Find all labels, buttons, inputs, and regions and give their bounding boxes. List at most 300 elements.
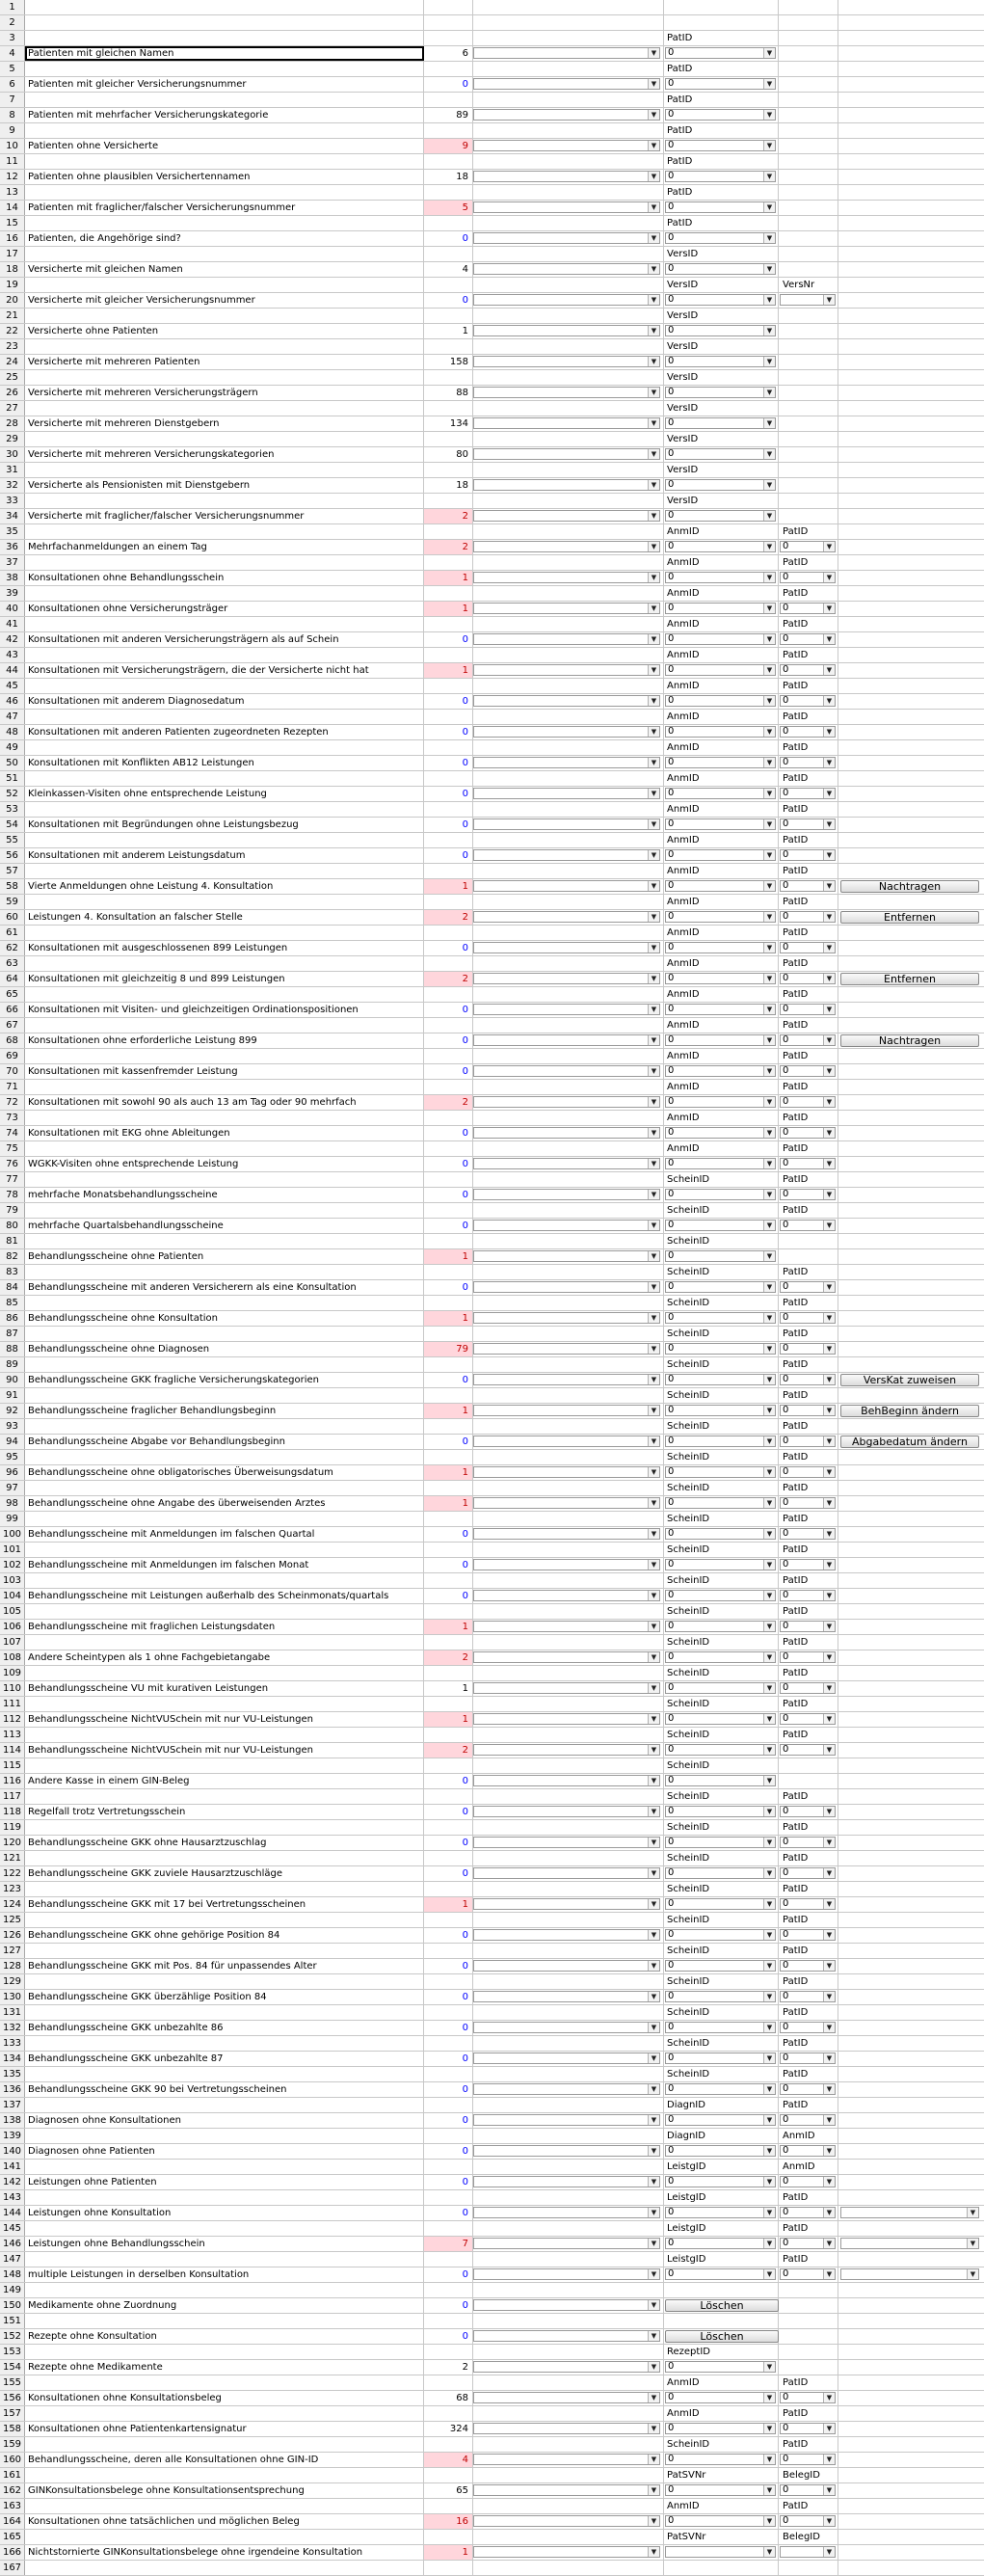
- column-c[interactable]: [473, 1728, 664, 1742]
- check-count[interactable]: [424, 1481, 473, 1495]
- row-number[interactable]: 97: [0, 1481, 25, 1495]
- id-dropdown-2[interactable]: [780, 726, 836, 738]
- check-label[interactable]: Behandlungsscheine ohne Angabe des überweisenden Arztes: [25, 1496, 424, 1511]
- row-number[interactable]: 103: [0, 1573, 25, 1588]
- id-dropdown-2[interactable]: [780, 1497, 836, 1509]
- check-label[interactable]: [25, 1974, 424, 1989]
- column-c[interactable]: [473, 1419, 664, 1434]
- check-label[interactable]: [25, 2129, 424, 2143]
- check-count[interactable]: [424, 1357, 473, 1372]
- check-count[interactable]: [424, 1172, 473, 1187]
- id-dropdown-1[interactable]: [665, 788, 776, 799]
- column-f[interactable]: [838, 1342, 984, 1356]
- row-number[interactable]: 59: [0, 895, 25, 909]
- column-c[interactable]: [473, 2190, 664, 2205]
- check-label[interactable]: [25, 648, 424, 662]
- column-f[interactable]: [838, 771, 984, 786]
- id-dropdown-2[interactable]: [780, 1621, 836, 1632]
- column-f[interactable]: [838, 833, 984, 847]
- check-label[interactable]: [25, 1543, 424, 1557]
- check-count[interactable]: 0: [424, 2206, 473, 2220]
- column-c[interactable]: [473, 1265, 664, 1279]
- column-f[interactable]: [838, 2499, 984, 2513]
- id-dropdown-1[interactable]: [665, 849, 776, 861]
- filter-dropdown[interactable]: [473, 2207, 660, 2218]
- check-count[interactable]: [424, 2314, 473, 2328]
- column-c[interactable]: [473, 31, 664, 45]
- column-f[interactable]: [838, 309, 984, 323]
- column-f[interactable]: [838, 1805, 984, 1819]
- column-f[interactable]: [838, 1681, 984, 1696]
- filter-dropdown[interactable]: [473, 2330, 660, 2342]
- check-count[interactable]: 1: [424, 663, 473, 678]
- check-label[interactable]: [25, 1080, 424, 1094]
- row-number[interactable]: 92: [0, 1404, 25, 1418]
- check-count[interactable]: [424, 309, 473, 323]
- column-f[interactable]: [838, 93, 984, 107]
- id-dropdown-2[interactable]: [780, 849, 836, 861]
- check-label[interactable]: Behandlungsscheine, deren alle Konsultationen ohne GIN-ID: [25, 2453, 424, 2467]
- column-c[interactable]: [473, 1820, 664, 1835]
- check-count[interactable]: [424, 2067, 473, 2081]
- row-number[interactable]: 117: [0, 1789, 25, 1804]
- column-f[interactable]: [838, 1573, 984, 1588]
- check-count[interactable]: 0: [424, 2175, 473, 2189]
- check-label[interactable]: Leistungen 4. Konsultation an falscher Stelle: [25, 910, 424, 925]
- row-number[interactable]: 147: [0, 2252, 25, 2267]
- column-c[interactable]: [473, 1049, 664, 1063]
- column-e[interactable]: [779, 185, 838, 200]
- check-label[interactable]: [25, 1944, 424, 1958]
- row-number[interactable]: 123: [0, 1882, 25, 1896]
- check-count[interactable]: [424, 494, 473, 508]
- column-f[interactable]: [838, 2514, 984, 2529]
- check-label[interactable]: [25, 864, 424, 878]
- column-f[interactable]: [838, 1604, 984, 1619]
- check-count[interactable]: [424, 2036, 473, 2051]
- check-count[interactable]: 0: [424, 1435, 473, 1449]
- id-dropdown-2[interactable]: [780, 1651, 836, 1663]
- column-f[interactable]: [838, 231, 984, 246]
- filter-dropdown[interactable]: [473, 387, 660, 398]
- row-number[interactable]: 153: [0, 2345, 25, 2359]
- id-dropdown-2[interactable]: [780, 1127, 836, 1139]
- check-label[interactable]: [25, 1820, 424, 1835]
- row-number[interactable]: 51: [0, 771, 25, 786]
- column-c[interactable]: [473, 0, 664, 14]
- check-count[interactable]: 0: [424, 787, 473, 801]
- check-count[interactable]: [424, 586, 473, 601]
- column-f[interactable]: [838, 2437, 984, 2452]
- column-f[interactable]: [838, 401, 984, 416]
- check-count[interactable]: 2: [424, 509, 473, 523]
- filter-dropdown[interactable]: [473, 1590, 660, 1601]
- check-count[interactable]: 5: [424, 201, 473, 215]
- check-count[interactable]: 79: [424, 1342, 473, 1356]
- check-label[interactable]: [25, 1203, 424, 1218]
- check-label[interactable]: [25, 1481, 424, 1495]
- id-dropdown-2[interactable]: [780, 541, 836, 552]
- check-count[interactable]: [424, 339, 473, 354]
- check-label[interactable]: Patienten ohne plausiblen Versichertennamen: [25, 170, 424, 184]
- check-label[interactable]: Konsultationen ohne Behandlungsschein: [25, 571, 424, 585]
- check-label[interactable]: Konsultationen ohne Konsultationsbeleg: [25, 2391, 424, 2405]
- column-f[interactable]: [838, 278, 984, 292]
- column-f[interactable]: [838, 339, 984, 354]
- row-number[interactable]: 150: [0, 2298, 25, 2313]
- filter-dropdown[interactable]: [473, 2053, 660, 2064]
- check-label[interactable]: [25, 2406, 424, 2421]
- row-number[interactable]: 154: [0, 2360, 25, 2375]
- filter-dropdown[interactable]: [473, 1281, 660, 1293]
- row-number[interactable]: 88: [0, 1342, 25, 1356]
- filter-dropdown[interactable]: [473, 664, 660, 676]
- check-label[interactable]: mehrfache Quartalsbehandlungsscheine: [25, 1219, 424, 1233]
- row-number[interactable]: 127: [0, 1944, 25, 1958]
- column-f[interactable]: [838, 2422, 984, 2436]
- check-label[interactable]: [25, 1357, 424, 1372]
- check-count[interactable]: 0: [424, 818, 473, 832]
- column-c[interactable]: [473, 864, 664, 878]
- check-label[interactable]: Behandlungsscheine ohne obligatorisches Überweisungsdatum: [25, 1465, 424, 1480]
- check-count[interactable]: [424, 401, 473, 416]
- column-e[interactable]: [779, 108, 838, 122]
- check-count[interactable]: [424, 1635, 473, 1650]
- id-dropdown-1[interactable]: [665, 1436, 776, 1447]
- row-number[interactable]: 57: [0, 864, 25, 878]
- column-c[interactable]: [473, 1327, 664, 1341]
- check-label[interactable]: Versicherte als Pensionisten mit Dienstgebern: [25, 478, 424, 493]
- check-count[interactable]: [424, 524, 473, 539]
- id-dropdown-1[interactable]: [665, 1343, 776, 1355]
- check-label[interactable]: Konsultationen mit Visiten- und gleichzeitigen Ordinationspositionen: [25, 1003, 424, 1017]
- id-dropdown-1[interactable]: [665, 1713, 776, 1725]
- row-number[interactable]: 163: [0, 2499, 25, 2513]
- column-f[interactable]: [838, 1234, 984, 1248]
- check-label[interactable]: Patienten, die Angehörige sind?: [25, 231, 424, 246]
- column-f[interactable]: [838, 602, 984, 616]
- column-c[interactable]: [473, 1758, 664, 1773]
- id-dropdown-1[interactable]: [665, 1405, 776, 1416]
- id-dropdown-1[interactable]: [665, 1590, 776, 1601]
- column-c[interactable]: [473, 2499, 664, 2513]
- column-f[interactable]: [838, 2098, 984, 2112]
- column-f[interactable]: [838, 1357, 984, 1372]
- row-number[interactable]: 2: [0, 15, 25, 30]
- id-dropdown-1[interactable]: [665, 2053, 776, 2064]
- id-dropdown-2[interactable]: [780, 1590, 836, 1601]
- check-count[interactable]: 1: [424, 324, 473, 338]
- column-e[interactable]: [779, 0, 838, 14]
- id-dropdown-1[interactable]: [665, 1004, 776, 1015]
- filter-dropdown[interactable]: [473, 294, 660, 306]
- row-number[interactable]: 106: [0, 1620, 25, 1634]
- row-number[interactable]: 100: [0, 1527, 25, 1542]
- row-number[interactable]: 162: [0, 2483, 25, 2498]
- row-number[interactable]: 67: [0, 1018, 25, 1033]
- id-dropdown-1[interactable]: [665, 2546, 776, 2558]
- column-f[interactable]: [838, 108, 984, 122]
- column-e[interactable]: [779, 386, 838, 400]
- id-dropdown-2[interactable]: [780, 1343, 836, 1355]
- id-dropdown-1[interactable]: [665, 1682, 776, 1694]
- id-dropdown-1[interactable]: [665, 1281, 776, 1293]
- column-c[interactable]: [473, 2160, 664, 2174]
- check-count[interactable]: [424, 1697, 473, 1711]
- check-label[interactable]: Leistungen ohne Konsultation: [25, 2206, 424, 2220]
- filter-dropdown[interactable]: [473, 140, 660, 151]
- column-f[interactable]: [838, 1265, 984, 1279]
- column-c[interactable]: [473, 278, 664, 292]
- row-number[interactable]: 145: [0, 2221, 25, 2236]
- check-count[interactable]: [424, 1820, 473, 1835]
- column-c[interactable]: [473, 1944, 664, 1958]
- check-label[interactable]: Konsultationen mit anderen Versicherungsträgern als auf Schein: [25, 632, 424, 647]
- column-c[interactable]: [473, 2406, 664, 2421]
- id-dropdown-1[interactable]: [665, 1220, 776, 1231]
- check-count[interactable]: [424, 1851, 473, 1865]
- column-c[interactable]: [473, 1604, 664, 1619]
- check-count[interactable]: [424, 710, 473, 724]
- check-count[interactable]: 0: [424, 1157, 473, 1171]
- column-f[interactable]: [838, 617, 984, 631]
- column-f[interactable]: [838, 2021, 984, 2035]
- id-dropdown-2[interactable]: [780, 1220, 836, 1231]
- check-count[interactable]: 2: [424, 910, 473, 925]
- check-count[interactable]: 0: [424, 2298, 473, 2313]
- column-c[interactable]: [473, 710, 664, 724]
- check-count[interactable]: 324: [424, 2422, 473, 2436]
- filter-dropdown[interactable]: [473, 1096, 660, 1108]
- id-dropdown-2[interactable]: [780, 294, 836, 306]
- id-dropdown-2[interactable]: [780, 2145, 836, 2157]
- column-f[interactable]: [838, 2190, 984, 2205]
- column-f[interactable]: [838, 1018, 984, 1033]
- column-e[interactable]: [779, 247, 838, 261]
- check-count[interactable]: 1: [424, 1404, 473, 1418]
- row-number[interactable]: 41: [0, 617, 25, 631]
- id-dropdown-2[interactable]: [780, 757, 836, 768]
- row-number[interactable]: 56: [0, 848, 25, 863]
- check-label[interactable]: [25, 2314, 424, 2328]
- column-f[interactable]: [838, 1527, 984, 1542]
- filter-dropdown[interactable]: [473, 757, 660, 768]
- check-count[interactable]: [424, 679, 473, 693]
- check-count[interactable]: [424, 1018, 473, 1033]
- column-d[interactable]: [664, 15, 779, 30]
- row-number[interactable]: 5: [0, 62, 25, 76]
- check-label[interactable]: Versicherte mit gleichen Namen: [25, 262, 424, 277]
- id-dropdown-1[interactable]: [665, 1929, 776, 1941]
- column-e[interactable]: [779, 62, 838, 76]
- check-count[interactable]: [424, 1049, 473, 1063]
- id-dropdown-1[interactable]: [665, 479, 776, 491]
- column-f[interactable]: [838, 1650, 984, 1665]
- id-dropdown-2[interactable]: [780, 2515, 836, 2527]
- filter-dropdown[interactable]: [473, 911, 660, 923]
- column-c[interactable]: [473, 2283, 664, 2297]
- column-f[interactable]: [838, 679, 984, 693]
- id-dropdown-2[interactable]: [780, 1004, 836, 1015]
- column-c[interactable]: [473, 648, 664, 662]
- filter-dropdown[interactable]: [473, 849, 660, 861]
- filter-dropdown[interactable]: [473, 1374, 660, 1385]
- row-number[interactable]: 120: [0, 1836, 25, 1850]
- id-dropdown-1[interactable]: [665, 1312, 776, 1324]
- column-f[interactable]: [838, 2391, 984, 2405]
- check-count[interactable]: 0: [424, 1188, 473, 1202]
- column-e[interactable]: [779, 15, 838, 30]
- row-number[interactable]: 83: [0, 1265, 25, 1279]
- check-count[interactable]: [424, 2221, 473, 2236]
- row-number[interactable]: 126: [0, 1928, 25, 1943]
- filter-dropdown[interactable]: [473, 2546, 660, 2558]
- check-label[interactable]: Nichtstornierte GINKonsultationsbelege ohne irgendeine Konsultation: [25, 2545, 424, 2560]
- column-f[interactable]: [838, 139, 984, 153]
- check-label[interactable]: Konsultationen mit anderem Leistungsdatum: [25, 848, 424, 863]
- check-label[interactable]: Rezepte ohne Konsultation: [25, 2329, 424, 2344]
- check-label[interactable]: GINKonsultationsbelege ohne Konsultationsentsprechung: [25, 2483, 424, 2498]
- row-number[interactable]: 146: [0, 2237, 25, 2251]
- check-label[interactable]: [25, 154, 424, 169]
- column-c[interactable]: [473, 401, 664, 416]
- column-f[interactable]: [838, 1003, 984, 1017]
- check-count[interactable]: 2: [424, 1095, 473, 1110]
- check-count[interactable]: [424, 1604, 473, 1619]
- column-d[interactable]: [664, 2283, 779, 2297]
- column-f[interactable]: [838, 1496, 984, 1511]
- check-count[interactable]: [424, 1450, 473, 1464]
- check-label[interactable]: [25, 1049, 424, 1063]
- check-label[interactable]: [25, 2190, 424, 2205]
- column-f[interactable]: [838, 2545, 984, 2560]
- column-c[interactable]: [473, 1913, 664, 1927]
- column-f[interactable]: [838, 463, 984, 477]
- column-f[interactable]: [838, 1188, 984, 1202]
- column-f[interactable]: [838, 540, 984, 554]
- column-f[interactable]: [838, 170, 984, 184]
- check-label[interactable]: [25, 247, 424, 261]
- action-button[interactable]: BehBeginn ändern: [840, 1405, 979, 1417]
- check-label[interactable]: [25, 2160, 424, 2174]
- column-e[interactable]: [779, 2345, 838, 2359]
- row-number[interactable]: 40: [0, 602, 25, 616]
- check-label[interactable]: Behandlungsscheine GKK zuviele Hausarztzuschläge: [25, 1866, 424, 1881]
- check-count[interactable]: [424, 185, 473, 200]
- column-f[interactable]: [838, 2129, 984, 2143]
- id-dropdown-1[interactable]: [665, 2114, 776, 2126]
- row-number[interactable]: 7: [0, 93, 25, 107]
- check-count[interactable]: 18: [424, 478, 473, 493]
- check-count[interactable]: 88: [424, 386, 473, 400]
- check-count[interactable]: [424, 463, 473, 477]
- column-f[interactable]: [838, 293, 984, 308]
- check-label[interactable]: [25, 463, 424, 477]
- filter-dropdown[interactable]: [473, 201, 660, 213]
- column-c[interactable]: [473, 62, 664, 76]
- id-dropdown-1[interactable]: [665, 510, 776, 522]
- id-dropdown-1[interactable]: [665, 417, 776, 429]
- check-count[interactable]: 0: [424, 1527, 473, 1542]
- check-count[interactable]: 0: [424, 2113, 473, 2128]
- column-f[interactable]: [838, 123, 984, 138]
- id-dropdown-1[interactable]: [665, 973, 776, 984]
- check-count[interactable]: 1: [424, 1249, 473, 1264]
- row-number[interactable]: 17: [0, 247, 25, 261]
- filter-dropdown[interactable]: [473, 1220, 660, 1231]
- column-c[interactable]: [473, 2252, 664, 2267]
- check-label[interactable]: Konsultationen ohne Versicherungsträger: [25, 602, 424, 616]
- column-e[interactable]: [779, 478, 838, 493]
- column-c[interactable]: [473, 2437, 664, 2452]
- id-dropdown-2[interactable]: [780, 1528, 836, 1540]
- column-c[interactable]: [473, 2067, 664, 2081]
- column-f[interactable]: [838, 1419, 984, 1434]
- column-f[interactable]: [838, 2052, 984, 2066]
- id-dropdown-1[interactable]: [665, 325, 776, 336]
- check-label[interactable]: Behandlungsscheine GKK überzählige Position 84: [25, 1990, 424, 2004]
- check-label[interactable]: Mehrfachanmeldungen an einem Tag: [25, 540, 424, 554]
- check-label[interactable]: Behandlungsscheine GKK fragliche Versicherungskategorien: [25, 1373, 424, 1387]
- check-label[interactable]: [25, 895, 424, 909]
- check-label[interactable]: [25, 1635, 424, 1650]
- check-count[interactable]: [424, 1265, 473, 1279]
- row-number[interactable]: 50: [0, 756, 25, 770]
- check-count[interactable]: 0: [424, 1959, 473, 1973]
- check-label[interactable]: [25, 494, 424, 508]
- check-count[interactable]: 0: [424, 941, 473, 955]
- check-count[interactable]: [424, 1974, 473, 1989]
- column-f[interactable]: [838, 1219, 984, 1233]
- check-count[interactable]: 1: [424, 879, 473, 894]
- filter-dropdown[interactable]: [473, 1775, 660, 1786]
- column-f[interactable]: [838, 787, 984, 801]
- check-label[interactable]: Konsultationen ohne tatsächlichen und möglichen Beleg: [25, 2514, 424, 2529]
- row-number[interactable]: 89: [0, 1357, 25, 1372]
- check-label[interactable]: Behandlungsscheine GKK 90 bei Vertretungsscheinen: [25, 2082, 424, 2097]
- check-count[interactable]: [424, 1327, 473, 1341]
- row-number[interactable]: 23: [0, 339, 25, 354]
- check-label[interactable]: [25, 1697, 424, 1711]
- column-c[interactable]: [473, 926, 664, 940]
- check-count[interactable]: 0: [424, 1219, 473, 1233]
- row-number[interactable]: 9: [0, 123, 25, 138]
- column-e[interactable]: [779, 170, 838, 184]
- id-dropdown-2[interactable]: [780, 2053, 836, 2064]
- column-f[interactable]: [838, 2252, 984, 2267]
- id-dropdown-1[interactable]: [665, 572, 776, 583]
- id-dropdown-2[interactable]: [780, 2484, 836, 2496]
- check-label[interactable]: Konsultationen mit Versicherungsträgern, die der Versicherte nicht hat: [25, 663, 424, 678]
- filter-dropdown[interactable]: [473, 263, 660, 275]
- id-dropdown-2[interactable]: [780, 2423, 836, 2434]
- column-d[interactable]: [664, 2314, 779, 2328]
- column-f[interactable]: [838, 1589, 984, 1603]
- check-label[interactable]: [25, 926, 424, 940]
- column-c[interactable]: [473, 494, 664, 508]
- column-c[interactable]: [473, 2468, 664, 2482]
- filter-dropdown[interactable]: [473, 541, 660, 552]
- check-label[interactable]: [25, 524, 424, 539]
- row-number[interactable]: 31: [0, 463, 25, 477]
- id-dropdown-1[interactable]: [665, 109, 776, 121]
- check-count[interactable]: [424, 247, 473, 261]
- id-dropdown-1[interactable]: [665, 201, 776, 213]
- check-label[interactable]: [25, 2221, 424, 2236]
- row-number[interactable]: 95: [0, 1450, 25, 1464]
- column-f[interactable]: [838, 694, 984, 709]
- column-f[interactable]: [838, 1866, 984, 1881]
